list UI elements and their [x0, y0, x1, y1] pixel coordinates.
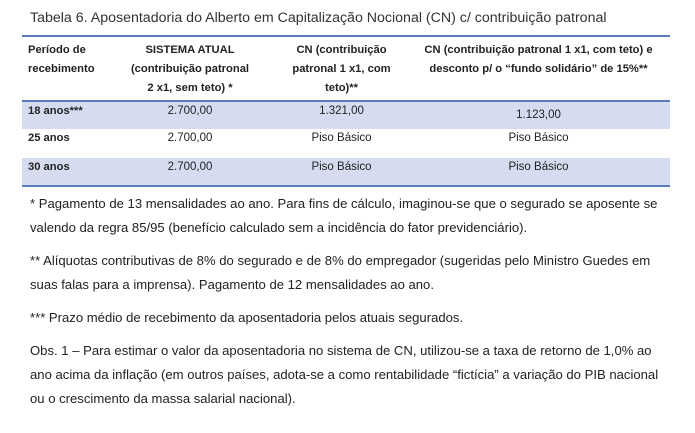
- header-cn-fundo: CN (contribuição patronal 1 x1, com teto) e desconto p/ o “fundo solidário” de 15%**: [407, 36, 670, 101]
- cell-atual: 2.700,00: [104, 101, 276, 129]
- header-periodo: Período de recebimento: [22, 36, 104, 101]
- cell-cn: Piso Básico: [276, 158, 407, 186]
- table-row: [22, 158, 670, 186]
- row-label: 30 anos: [22, 158, 104, 186]
- cell-cn-fundo: Piso Básico: [407, 158, 670, 186]
- cell-atual: 2.700,00: [167, 132, 213, 144]
- footnote-1: * Pagamento de 13 mensalidades ao ano. Para fins de cálculo, imaginou-se que o segurado se aposente se valendo da regra 85/95 (benefício calculado sem a incidência do fator previdenciário).: [30, 196, 658, 235]
- header-cn: CN (contribuição patronal 1 x1, com teto)**: [276, 36, 407, 101]
- table-header-row: [22, 36, 670, 101]
- cell-cn-fundo: 1.123,00: [407, 101, 670, 129]
- row-label: 25 anos: [28, 132, 70, 144]
- observation-1: Obs. 1 – Para estimar o valor da aposentadoria no sistema de CN, utilizou-se a taxa de retorno de 1,0% ao ano acima da inflação (em outros países, adota-se a como rentabilidade “fictícia” a variação do PIB nacional ou o crescimento da massa salarial nacional).: [30, 343, 659, 406]
- table-caption: Tabela 6. Aposentadoria do Alberto em Capitalização Nocional (CN) c/ contribuição patronal: [30, 10, 607, 26]
- cell-cn: 1.321,00: [276, 101, 407, 129]
- pension-table: [22, 35, 670, 187]
- row-label: 18 anos***: [22, 101, 104, 129]
- footnote-3: *** Prazo médio de recebimento da aposentadoria pelos atuais segurados.: [30, 310, 464, 325]
- cell-cn-fundo: Piso Básico: [508, 132, 569, 144]
- table-row: [22, 129, 670, 158]
- header-sistema-atual: SISTEMA ATUAL (contribuição patronal 2 x1, sem teto) *: [104, 36, 276, 101]
- cell-atual: 2.700,00: [104, 158, 276, 186]
- footnotes: [30, 192, 670, 420]
- table-row: [22, 101, 670, 129]
- footnote-2: ** Alíquotas contributivas de 8% do segurado e de 8% do empregador (sugeridas pelo Ministro Guedes em suas falas para a imprensa). Pagamento de 12 mensalidades ao ano.: [30, 253, 651, 292]
- cell-cn: Piso Básico: [311, 132, 372, 144]
